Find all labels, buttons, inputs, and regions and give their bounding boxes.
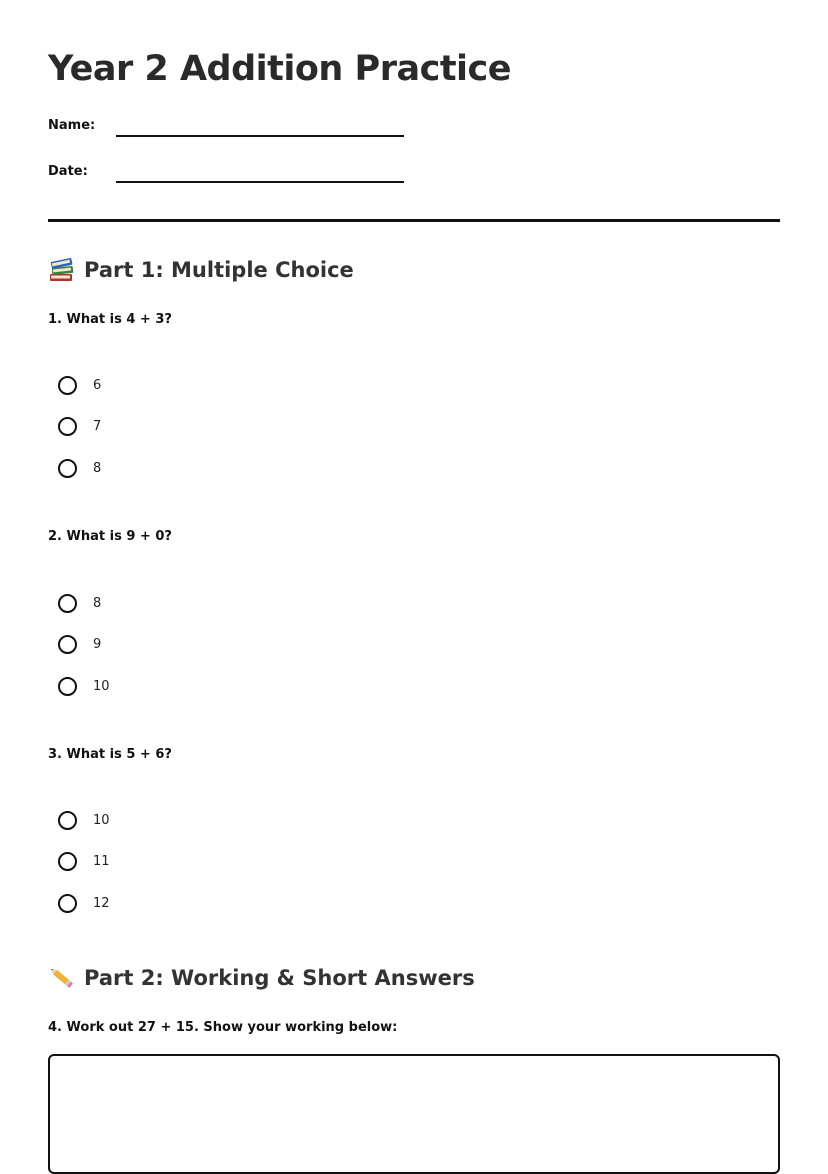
radio-button[interactable] bbox=[58, 894, 77, 913]
radio-button[interactable] bbox=[58, 376, 77, 395]
q1-option-b[interactable] bbox=[58, 414, 101, 438]
date-input-line[interactable] bbox=[116, 181, 404, 183]
question-4: 4. Work out 27 + 15. Show your working below: bbox=[48, 1020, 398, 1035]
q3-option-a[interactable] bbox=[58, 808, 110, 832]
part1-heading-text: Part 1: Multiple Choice bbox=[84, 258, 354, 282]
books-icon bbox=[48, 257, 76, 283]
option-label: 7 bbox=[93, 418, 102, 434]
radio-button[interactable] bbox=[58, 677, 77, 696]
q1-option-c[interactable] bbox=[58, 456, 101, 480]
part2-heading bbox=[48, 965, 475, 991]
radio-button[interactable] bbox=[58, 811, 77, 830]
option-label: 9 bbox=[93, 636, 102, 652]
question-1: 1. What is 4 + 3? bbox=[48, 312, 172, 327]
radio-button[interactable] bbox=[58, 417, 77, 436]
q3-option-c[interactable] bbox=[58, 891, 110, 915]
option-label: 8 bbox=[93, 460, 102, 476]
radio-button[interactable] bbox=[58, 852, 77, 871]
q3-option-b[interactable] bbox=[58, 849, 110, 873]
working-answer-box[interactable] bbox=[48, 1054, 780, 1174]
page-title: Year 2 Addition Practice bbox=[48, 49, 512, 89]
option-label: 12 bbox=[93, 895, 110, 911]
name-input-line[interactable] bbox=[116, 135, 404, 137]
option-label: 11 bbox=[93, 853, 110, 869]
q1-option-a[interactable] bbox=[58, 373, 101, 397]
option-label: 8 bbox=[93, 595, 102, 611]
part2-heading-text: Part 2: Working & Short Answers bbox=[84, 966, 475, 990]
header-divider bbox=[48, 219, 780, 222]
q2-option-c[interactable] bbox=[58, 674, 110, 698]
question-2: 2. What is 9 + 0? bbox=[48, 529, 172, 544]
option-label: 10 bbox=[93, 678, 110, 694]
radio-button[interactable] bbox=[58, 635, 77, 654]
part1-heading bbox=[48, 257, 354, 283]
q2-option-a[interactable] bbox=[58, 591, 101, 615]
date-label: Date: bbox=[48, 164, 88, 179]
question-3: 3. What is 5 + 6? bbox=[48, 747, 172, 762]
option-label: 6 bbox=[93, 377, 102, 393]
pencil-icon bbox=[48, 965, 76, 991]
radio-button[interactable] bbox=[58, 459, 77, 478]
name-label: Name: bbox=[48, 118, 96, 133]
radio-button[interactable] bbox=[58, 594, 77, 613]
q2-option-b[interactable] bbox=[58, 632, 101, 656]
option-label: 10 bbox=[93, 812, 110, 828]
